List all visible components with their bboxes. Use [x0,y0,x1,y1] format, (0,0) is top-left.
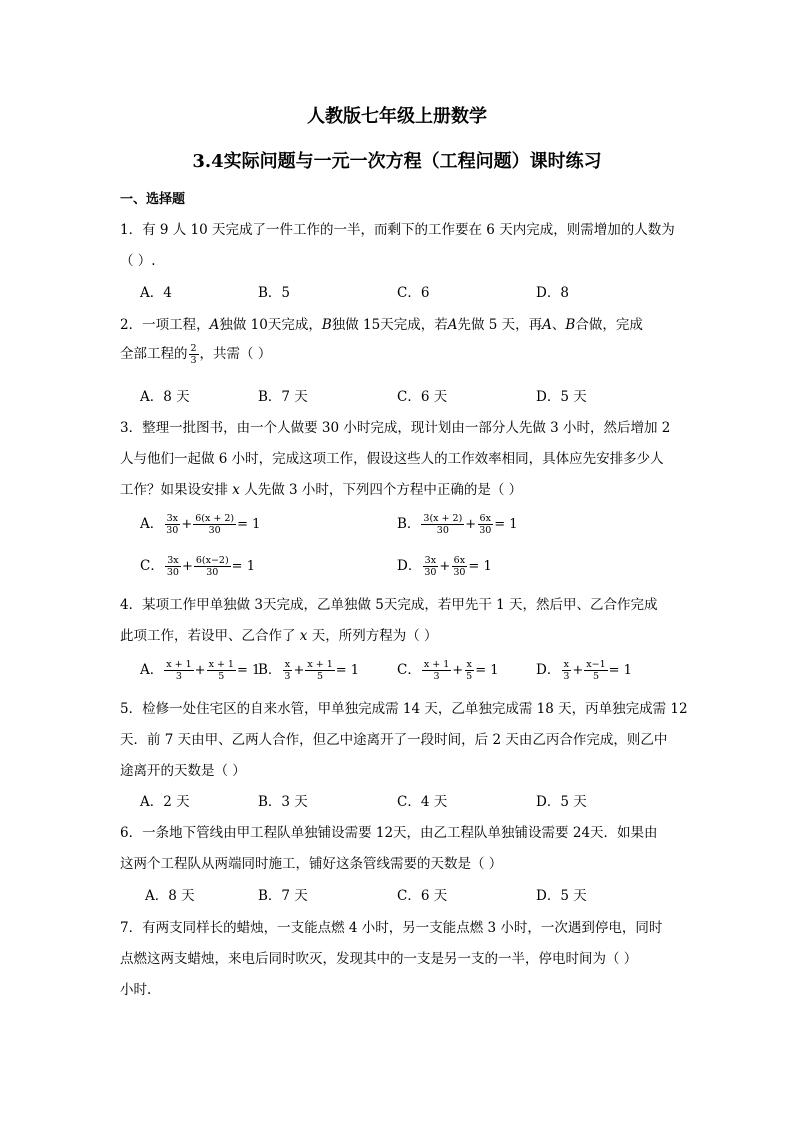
equation-rhs: = 1 [494,517,518,532]
option-label: B． [397,516,421,532]
q1-option-a: A．4 [140,285,172,301]
fraction-denominator: 30 [166,525,179,536]
q7-text-line1: 7．有两支同样长的蜡烛，一支能点燃 4 小时，另一支能点燃 3 小时，一次遇到停电，同时 [120,920,663,936]
q6-text-line1: 6．一条地下管线由甲工程队单独铺设需要 12天，由乙工程队单独铺设需要 24天．如果由 [120,825,658,841]
equation-fraction [422,556,438,578]
q3-option-c [140,554,255,578]
q6-option-d: D．5 天 [536,888,587,904]
q2-var-b: B [321,317,332,333]
q2-option-b: B．7 天 [258,389,308,405]
fraction-denominator: 30 [436,525,449,536]
fraction-denominator: 3 [175,671,182,682]
q5-text-line2: 天．前 7 天由甲、乙两人合作，但乙中途离开了一段时间，后 2 天由乙丙合作完成，则乙中 [120,732,668,748]
q3-text-line2: 人与他们一起做 6 小时，完成这项工作，假设这些人的工作效率相同，具体应先安排多少人 [120,451,664,467]
option-label: D． [536,662,561,678]
fraction-numerator: x [284,658,291,670]
fraction-denominator: 30 [479,525,492,536]
q3-var-x: x [232,482,240,498]
equation-operator: + [293,663,305,678]
equation-operator: + [194,663,206,678]
option-label: A． [140,516,164,532]
q6-option-c: C．6 天 [397,888,448,904]
q4-option-a [140,658,260,682]
q4-option-d [536,658,632,682]
fraction-denominator: 30 [166,567,179,578]
fraction-numerator: x−1 [586,658,606,670]
equation-operator: + [181,517,193,532]
q2-var-a: A [542,317,552,333]
section-heading: 一、选择题 [120,192,186,207]
fraction-numerator: 6(x−2) [195,554,229,566]
equation-rhs: = 1 [475,663,499,678]
fraction-denominator: 5 [466,671,473,682]
equation-fraction [193,514,236,536]
q2-text: 2．一项工程， [120,317,210,333]
q2-text: 独做 15天完成，若 [331,317,448,333]
equation-rhs: = 1 [468,559,492,574]
q5-text-line3: 途离开的天数是（ ） [120,763,246,779]
q7-text-line3: 小时. [120,982,152,998]
q1-option-d: D．8 [536,285,569,301]
q2-var-b: B [565,317,576,333]
q2-text-line1 [120,313,643,333]
fraction-numerator: 6x [453,554,466,566]
q5-text-line1: 5．检修一处住宅区的自来水管，甲单独完成需 14 天，乙单独完成需 18 天，丙单独完成需 12 [120,701,688,717]
equation-fraction [477,514,493,536]
q3-text: 工作？如果设安排 [120,482,233,498]
fraction-denominator: 3 [190,355,197,366]
q2-text-line2 [120,342,271,366]
q3-option-a [140,512,260,536]
option-label: C． [140,558,164,574]
q4-text-line2 [120,624,438,644]
option-label: D． [397,558,422,574]
equation-operator: + [465,517,477,532]
fraction-denominator: 5 [218,671,225,682]
fraction-numerator: 3(x + 2) [423,512,463,524]
q2-var-a: A [447,317,458,333]
page-subtitle: 3.4实际问题与一元一次方程（工程问题）课时练习 [192,151,602,172]
q7-text-line2: 点燃这两支蜡烛，来电后同时吹灭，发现其中的一支是另一支的一半，停电时间为（ ） [120,951,638,967]
equation-operator: + [452,663,464,678]
equation-rhs: = 1 [335,663,360,678]
equation-operator: + [439,559,451,574]
fraction-denominator: 5 [317,671,324,682]
equation-rhs: = 1 [237,517,261,532]
fraction-numerator: 3x [167,554,179,566]
q6-option-a: A．8 天 [145,888,195,904]
q3-text: 人先做 3 小时，下列四个方程中正确的是（ ） [239,482,523,498]
equation-fraction [451,556,467,578]
fraction-denominator: 30 [208,525,221,536]
q2-text: 全部工程的 [120,346,188,362]
q3-text-line3 [120,478,522,498]
q3-text-line1: 3．整理一批图书，由一个人做要 30 小时完成，现计划由一部分人先做 3 小时，然后增加 2 [120,420,671,436]
q2-var-a: A [209,317,220,333]
q1-option-c: C．6 [397,285,430,301]
q1-text-line1: 1．有 9 人 10 天完成了一件工作的一半，而剩下的工作要在 6 天内完成，则需增加的人数为 [120,222,675,238]
fraction-denominator: 3 [563,671,570,682]
q4-text-line1: 4．某项工作甲单独做 3天完成，乙单独做 5天完成，若甲先干 1 天，然后甲、乙合作完成 [120,597,658,613]
q4-var-x: x [299,628,308,644]
equation-rhs: = 1 [608,663,632,678]
fraction-numerator: 3x [424,554,437,566]
q4-option-c [397,658,499,682]
fraction-numerator: x [466,658,472,670]
q2-text: 合做，完成 [575,317,643,333]
q5-option-b: B．3 天 [258,794,308,810]
q4-option-b [258,658,359,682]
q6-option-b: B．7 天 [258,888,308,904]
q1-option-b: B．5 [258,285,291,301]
q6-text-line2: 这两个工程队从两端同时施工，铺好这条管线需要的天数是（ ） [120,856,503,872]
q2-text: 独做 10天完成， [219,317,322,333]
fraction-numerator: x + 1 [423,658,450,670]
equation-fraction [305,660,334,682]
q2-option-c: C．6 天 [397,389,448,405]
equation-fraction [165,556,181,578]
option-label: C． [397,662,421,678]
option-label: A． [140,662,164,678]
equation-rhs: = 1 [236,663,261,678]
fraction-denominator: 3 [284,671,291,682]
q5-option-c: C．4 天 [397,794,448,810]
q2-text: 先做 5 天，再 [457,317,543,333]
q2-fraction [189,344,199,366]
fraction-denominator: 3 [433,671,440,682]
q2-text: ，共需（ ） [199,346,272,362]
q3-option-d [397,554,492,578]
equation-fraction [584,660,607,682]
fraction-denominator: 30 [424,567,437,578]
fraction-denominator: 30 [453,567,466,578]
q5-option-d: D．5 天 [536,794,587,810]
equation-fraction [422,660,451,682]
equation-fraction [421,514,464,536]
fraction-denominator: 30 [206,567,219,578]
page-title: 人教版七年级上册数学 [307,106,487,127]
fraction-numerator: 3x [166,512,178,524]
fraction-numerator: 2 [190,342,197,354]
equation-rhs: = 1 [231,559,255,574]
q4-text: 此项工作，若设甲、乙合作了 [120,628,300,644]
fraction-numerator: x + 1 [307,658,333,670]
q1-text-line2: （ ）. [120,253,156,269]
equation-operator: + [181,559,193,574]
q3-option-b [397,512,518,536]
fraction-numerator: 6x [479,512,491,524]
equation-fraction [282,660,292,682]
option-label: B． [258,662,282,678]
fraction-numerator: x [563,658,570,670]
q2-text: 、 [551,317,566,333]
equation-fraction [164,514,180,536]
q4-text: 天，所列方程为（ ） [307,628,438,644]
equation-fraction [164,660,193,682]
q2-option-a: A．8 天 [140,389,190,405]
fraction-numerator: 6(x + 2) [195,512,235,524]
equation-fraction [561,660,571,682]
equation-fraction [207,660,236,682]
q5-option-a: A．2 天 [140,794,190,810]
equation-fraction [464,660,474,682]
q2-option-d: D．5 天 [536,389,587,405]
fraction-numerator: x + 1 [166,658,192,670]
equation-operator: + [572,663,584,678]
fraction-numerator: x + 1 [208,658,234,670]
fraction-denominator: 5 [592,671,599,682]
equation-fraction [194,556,231,578]
